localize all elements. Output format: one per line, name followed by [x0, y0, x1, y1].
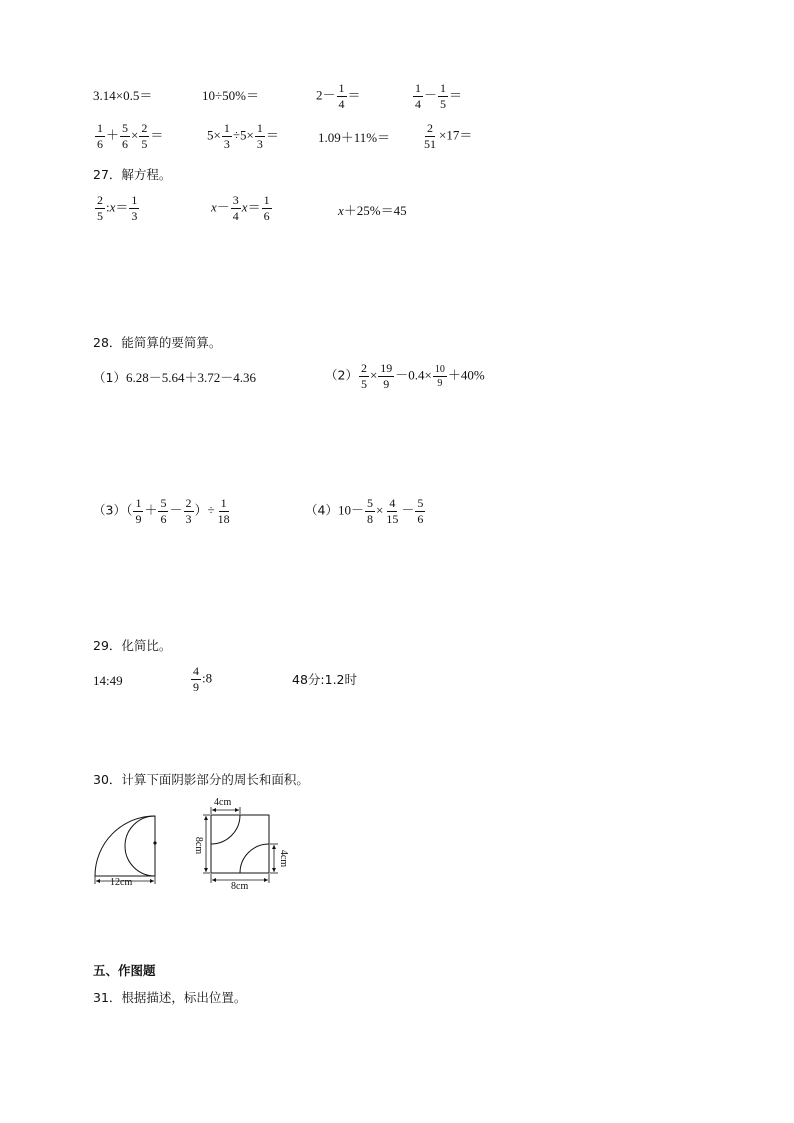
section-5-title: 五、作图题	[93, 963, 156, 978]
q27-eq3: x＋25%＝45	[338, 203, 407, 218]
q27-eq2: x－ $\frac{3}{4}$ x＝ $\frac{1}{6}$	[211, 193, 270, 223]
q28-part2: （2） $\frac{2}{5}$ × $\frac{19}{9}$ －0.4× $\frac{10}{9}$ ＋40%	[325, 361, 485, 391]
q29-ratio-c: 48分:1.2时	[292, 672, 357, 687]
fig2-right-label: 4cm	[278, 849, 290, 868]
q28-part3: （3）（ $\frac{1}{9}$ ＋ $\frac{5}{6}$ － $\frac{2}{3}$ ）÷ $\frac{1}{18}$	[93, 496, 230, 526]
q31-title: 31．根据描述，标出位置。	[93, 990, 247, 1005]
q28-part1: （1）6.28－5.64＋3.72－4.36	[93, 370, 256, 385]
calc-3-14x0-5: 3.14×0.5＝	[93, 88, 153, 103]
calc-2-minus-quarter: 2－ $\frac{1}{4}$ ＝	[316, 81, 361, 111]
calc-10-div-50pct: 10÷50%＝	[202, 88, 259, 103]
q29-ratio-b: $\frac{4}{9}$ :8	[193, 664, 213, 694]
q30-figure-square	[196, 797, 296, 893]
q29-title: 29．化简比。	[93, 638, 172, 653]
calc-sixth-plus: $\frac{1}{6}$ ＋ $\frac{5}{6}$ × $\frac{2}{5}$ ＝	[97, 121, 164, 151]
calc-quarter-minus-fifth: $\frac{1}{4}$ － $\frac{1}{5}$ ＝	[415, 81, 463, 111]
fig1-dim-label: 12cm	[110, 877, 133, 888]
q28-title: 28．能简算的要简算。	[93, 335, 222, 350]
calc-5x-third: 5× $\frac{1}{3}$ ÷5× $\frac{1}{3}$ ＝	[207, 121, 279, 151]
fig2-top-label: 4cm	[214, 797, 232, 808]
q28-part4: （4）10－ $\frac{5}{8}$ × $\frac{4}{15}$ － $\frac{5}{6}$	[305, 496, 424, 526]
fig2-left-label: 8cm	[193, 836, 205, 855]
calc-1-09-plus-11pct: 1.09＋11%＝	[318, 130, 391, 145]
q30-title: 30．计算下面阴影部分的周长和面积。	[93, 772, 309, 787]
q27-title: 27．解方程。	[93, 167, 172, 182]
q29-ratio-a: 14:49	[93, 673, 123, 688]
q27-eq1: $\frac{2}{5}$ :x＝ $\frac{1}{3}$	[97, 193, 138, 223]
calc-2-51-x17: $\frac{2}{51}$ ×17＝	[424, 121, 473, 151]
fig2-bottom-label: 8cm	[231, 881, 249, 892]
